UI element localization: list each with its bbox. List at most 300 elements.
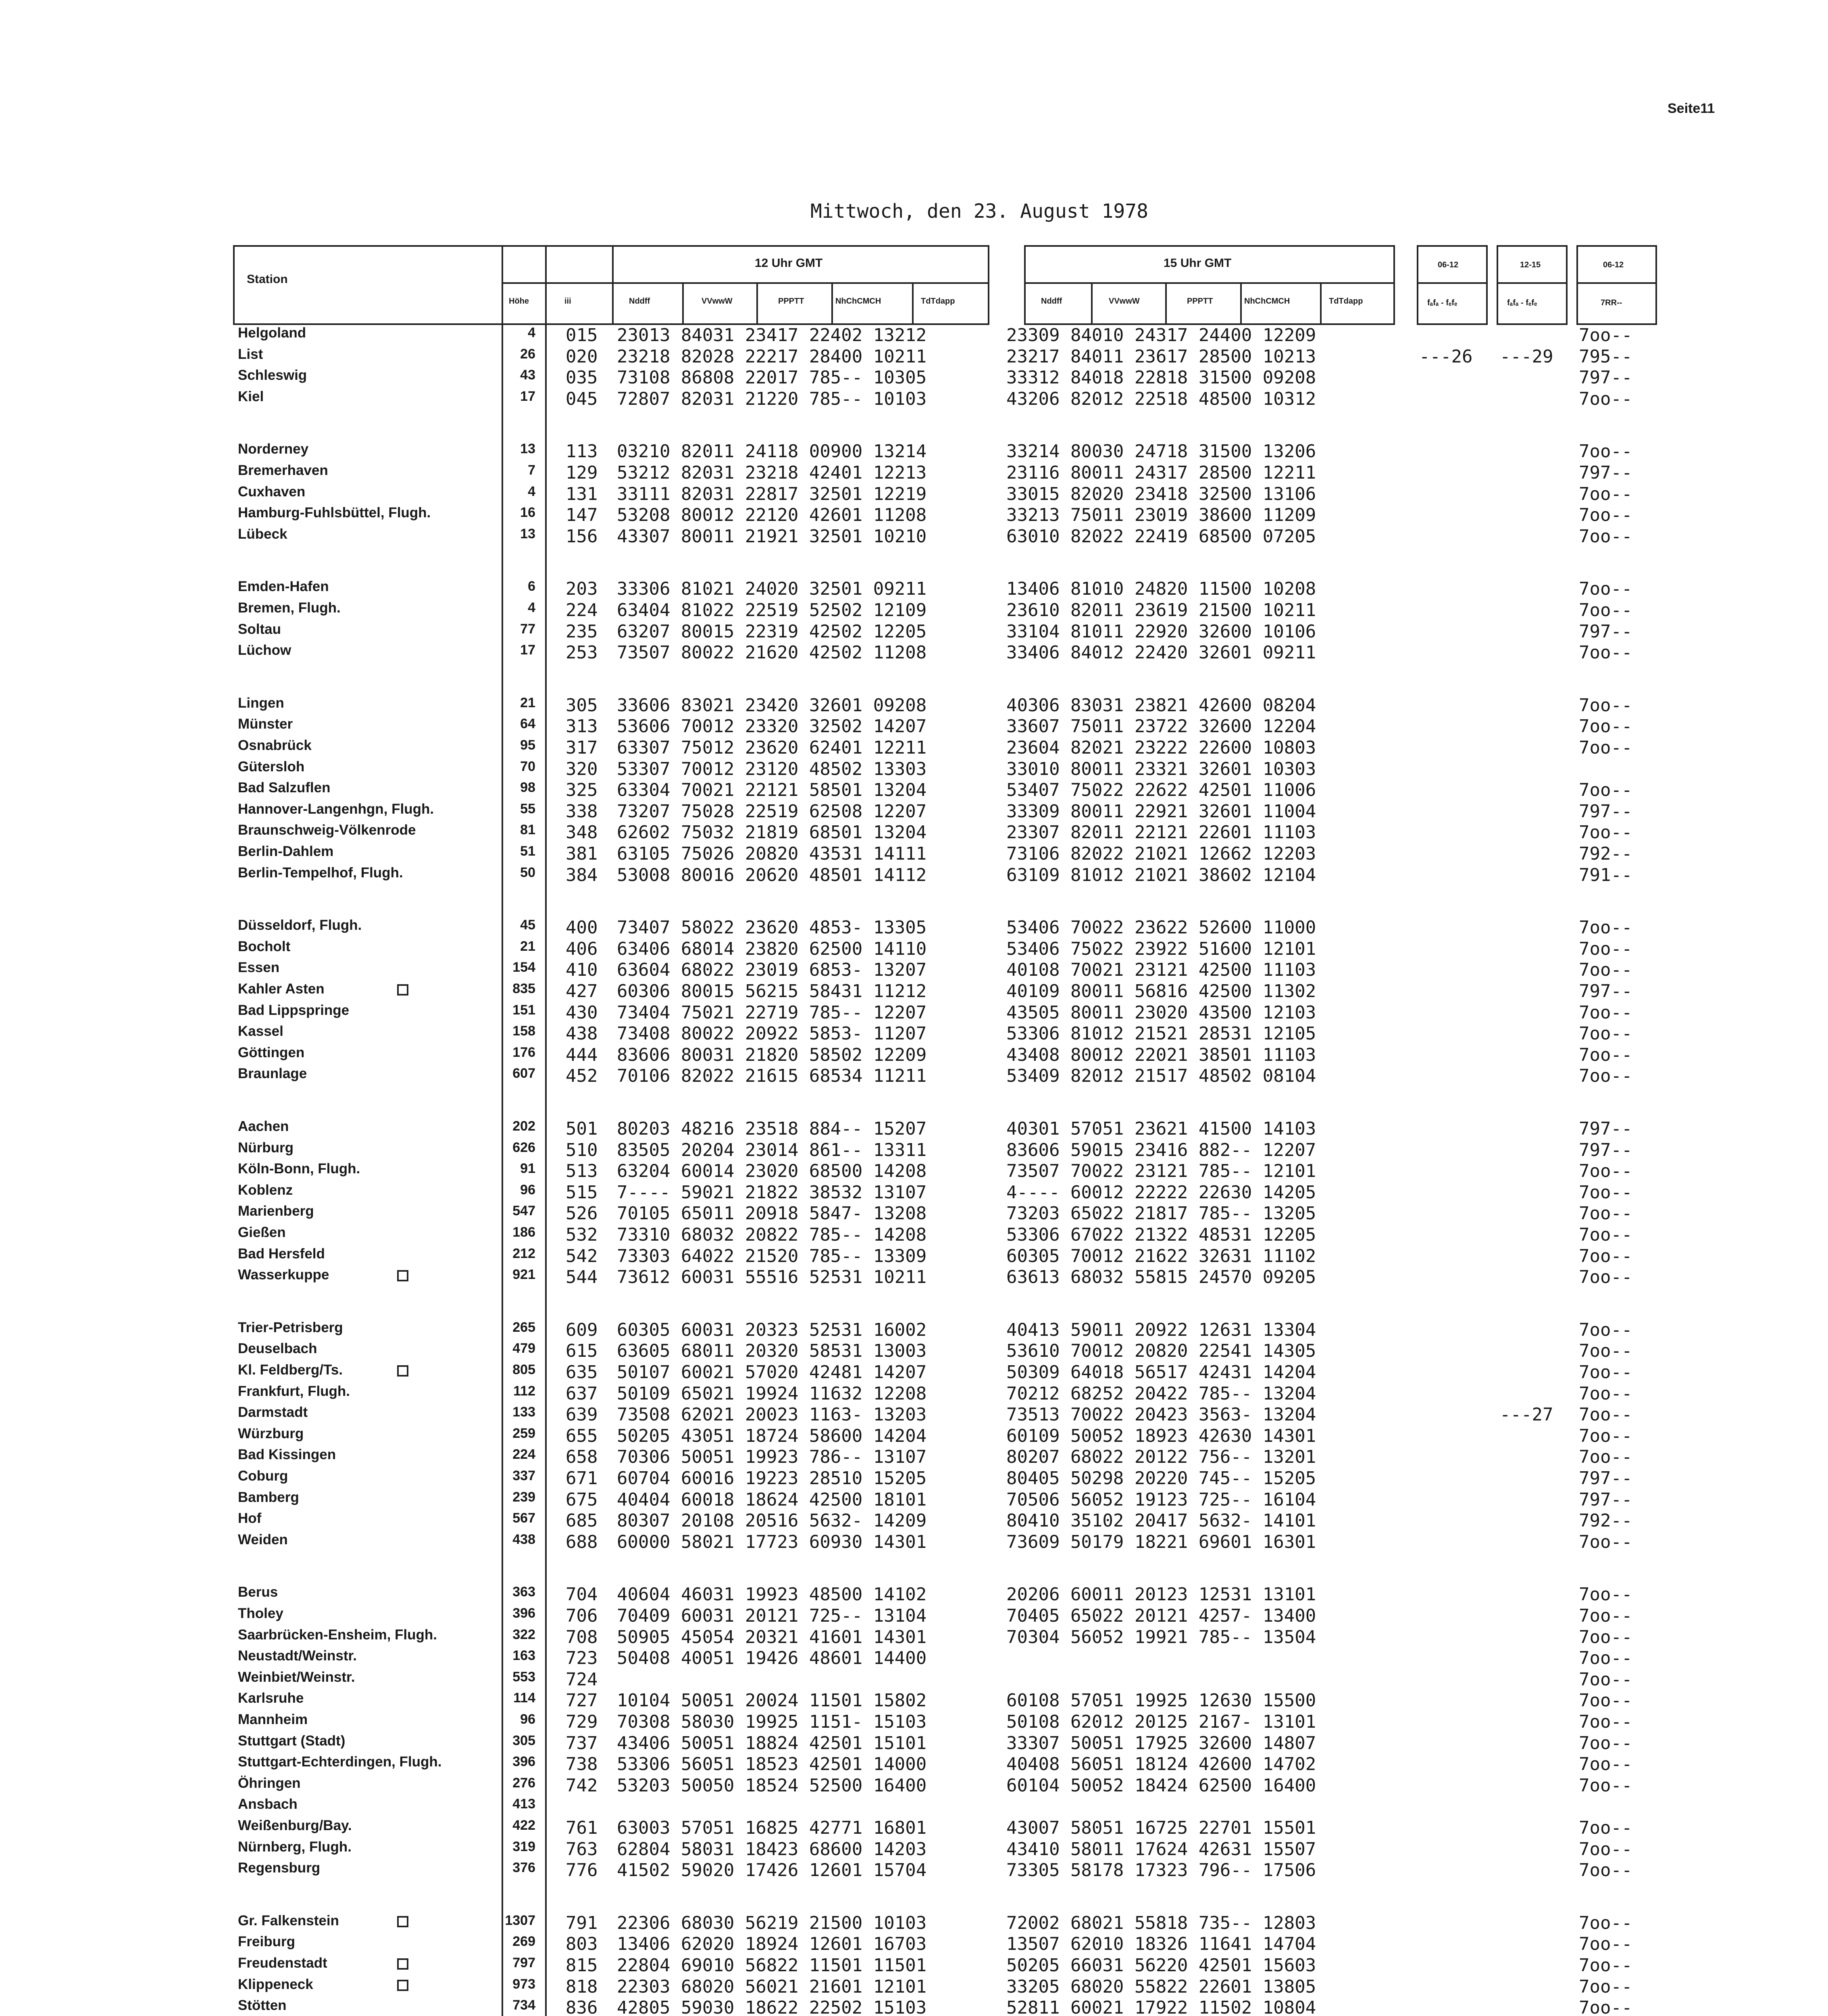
obs-15-data: 23217 84011 23617 28500 10213 [1006,346,1316,367]
obs-12-group: 430 [566,1002,598,1023]
header-period-2: 12-15 [1520,260,1541,269]
station-height: 21 [520,695,535,710]
station-height: 50 [520,865,535,880]
obs-12-group: 688 [566,1532,598,1552]
value-precip: 7oo-- [1579,1362,1632,1383]
obs-12-data: 50408 40051 19426 48601 14400 [617,1648,927,1668]
hdr-rule [1576,282,1657,284]
obs-12-group: 113 [566,441,598,462]
hdr-sep [682,282,684,325]
station-height: 163 [512,1648,535,1663]
obs-15-data: 43206 82012 22518 48500 10312 [1006,389,1316,409]
header-iii-box [545,245,614,325]
obs-12-data: 70409 60031 20121 725-- 13104 [617,1606,927,1626]
station-name-text: Helgoland [238,325,306,341]
station-name [238,1362,504,1383]
value-precip: 7oo-- [1579,1447,1632,1467]
obs-12-group: 763 [566,1839,598,1860]
station-height: 4 [528,325,535,340]
station-name [238,642,504,663]
obs-12-group: 156 [566,526,598,547]
station-name-text: Berlin-Tempelhof, Flugh. [238,865,403,881]
obs-12-group: 544 [566,1267,598,1287]
obs-15-data: 60109 50052 18923 42630 14301 [1006,1426,1316,1446]
station-height: 396 [512,1606,535,1621]
value-precip: 7oo-- [1579,1320,1632,1340]
station-height: 16 [520,505,535,520]
obs-12-data: 53008 80016 20620 48501 14112 [617,865,927,885]
station-name-text: Gr. Falkenstein [238,1913,339,1929]
obs-12-data: 33306 81021 24020 32501 09211 [617,579,927,599]
station-height: 51 [520,843,535,859]
obs-12-data: 70308 58030 19925 1151- 15103 [617,1712,927,1732]
obs-15-data: 33312 84018 22818 31500 09208 [1006,367,1316,388]
station-height: 319 [512,1839,535,1854]
value-precip: 7oo-- [1579,1426,1632,1446]
value-precip: 7oo-- [1579,1955,1632,1976]
obs-12-data: 73303 64022 21520 785-- 13309 [617,1246,927,1266]
station-name [238,1320,504,1341]
value-precip: 797-- [1579,1468,1632,1489]
station-name [238,600,504,621]
col-td-12: TdTdapp [921,297,955,306]
obs-12-group: 685 [566,1510,598,1531]
obs-12-data: 80307 20108 20516 5632- 14209 [617,1510,927,1531]
header-hoehe: Höhe [509,297,529,306]
obs-15-data: 33214 80030 24718 31500 13206 [1006,441,1316,462]
station-name-text: Darmstadt [238,1404,308,1420]
obs-15-data: 43505 80011 23020 43500 12103 [1006,1002,1316,1023]
obs-15-data: 33309 80011 22921 32601 11004 [1006,801,1316,822]
station-name [238,1341,504,1362]
station-name-text: Tholey [238,1606,283,1621]
station-name-text: Osnabrück [238,737,312,753]
station-name-text: Bad Salzuflen [238,780,331,796]
obs-12-data: 73507 80022 21620 42502 11208 [617,642,927,663]
station-name-text: Karlsruhe [238,1690,304,1706]
value-precip: 7oo-- [1579,484,1632,504]
station-name-text: Wasserkuppe [238,1267,329,1283]
obs-12-group: 224 [566,600,598,621]
value-precip: 7oo-- [1579,1648,1632,1668]
obs-15-data: 20206 60011 20123 12531 13101 [1006,1584,1316,1605]
station-name-text: Schleswig [238,367,307,383]
station-height: 13 [520,441,535,456]
obs-12-group: 325 [566,780,598,800]
station-name [238,1447,504,1468]
header-period-1: 06-12 [1438,260,1459,269]
obs-12-data: 23218 82028 22217 28400 10211 [617,346,927,367]
station-name-text: Cuxhaven [238,484,306,500]
value-precip: 797-- [1579,1118,1632,1139]
obs-12-data: 7---- 59021 21822 38532 13107 [617,1182,927,1203]
obs-12-group: 727 [566,1690,598,1711]
obs-12-data: 63406 68014 23820 62500 14110 [617,939,927,959]
station-name-text: Neustadt/Weinstr. [238,1648,357,1664]
col-ppptt-12: PPPTT [778,297,804,306]
obs-12-data: 41502 59020 17426 12601 15704 [617,1860,927,1881]
value-precip: 7oo-- [1579,600,1632,621]
obs-12-data: 22804 69010 56822 11501 11501 [617,1955,927,1976]
obs-12-data: 42805 59030 18622 22502 15103 [617,1997,927,2016]
station-name-text: Freudenstadt [238,1955,327,1971]
obs-12-group: 836 [566,1997,598,2016]
value-precip: 7oo-- [1579,780,1632,800]
obs-12-group: 501 [566,1118,598,1139]
obs-12-data: 50107 60021 57020 42481 14207 [617,1362,927,1383]
obs-12-group: 723 [566,1648,598,1668]
obs-15-data: 60104 50052 18424 62500 16400 [1006,1775,1316,1796]
station-name [238,716,504,737]
station-name [238,1712,504,1733]
page-title: Mittwoch, den 23. August 1978 [810,200,1149,223]
station-height: 96 [520,1712,535,1727]
obs-15-data: 23309 84010 24317 24400 12209 [1006,325,1316,346]
obs-12-group: 671 [566,1468,598,1489]
station-name-text: Stötten [238,1997,287,2013]
station-name-text: Norderney [238,441,309,457]
station-name-text: Bamberg [238,1489,299,1505]
station-name [238,579,504,600]
station-height: 21 [520,939,535,954]
station-height: 973 [512,1976,535,1992]
obs-15-data: 40301 57051 23621 41500 14103 [1006,1118,1316,1139]
station-name-text: Kahler Asten [238,981,325,997]
obs-12-group: 737 [566,1733,598,1754]
col-td-15: TdTdapp [1329,297,1363,306]
obs-15-data: 33406 84012 22420 32601 09211 [1006,642,1316,663]
station-height: 269 [512,1934,535,1949]
obs-12-data: 43307 80011 21921 32501 10210 [617,526,927,547]
station-name-text: Öhringen [238,1775,301,1791]
station-height: 43 [520,367,535,383]
station-name [238,1997,504,2016]
station-name [238,1839,504,1860]
header-sub-2: fₐfₐ - fₑfₑ [1507,298,1537,307]
obs-12-data: 50905 45054 20321 41601 14301 [617,1627,927,1647]
value-precip: 7oo-- [1579,1532,1632,1552]
col-vvwww-15: VVwwW [1109,297,1140,306]
obs-12-group: 131 [566,484,598,504]
obs-12-group: 513 [566,1161,598,1181]
obs-12-group: 400 [566,917,598,938]
station-name [238,737,504,758]
station-name [238,1066,504,1087]
station-height: 6 [528,579,535,594]
obs-12-group: 253 [566,642,598,663]
value-precip: 7oo-- [1579,917,1632,938]
value-precip: 7oo-- [1579,1584,1632,1605]
page-number: Seite11 [1668,101,1715,116]
station-name [238,505,504,526]
station-height: 7 [528,462,535,478]
value-precip: 7oo-- [1579,1341,1632,1361]
station-name-text: Berlin-Dahlem [238,843,334,859]
obs-12-group: 313 [566,716,598,737]
value-precip: 7oo-- [1579,1839,1632,1860]
station-name-text: Lingen [238,695,284,711]
station-height: 154 [512,960,535,975]
obs-12-group: 761 [566,1818,598,1838]
obs-12-data: 63207 80015 22319 42502 12205 [617,621,927,642]
station-name-text: Lübeck [238,526,287,542]
header-hoehe-box [502,245,547,325]
obs-15-data: 43408 80012 22021 38501 11103 [1006,1045,1316,1065]
station-height: 438 [512,1532,535,1547]
col-nddff-12: Nddff [629,297,650,306]
obs-12-data: 72807 82031 21220 785-- 10103 [617,389,927,409]
station-name-text: Gießen [238,1225,286,1240]
obs-15-data: 40108 70021 23121 42500 11103 [1006,960,1316,980]
obs-15-data: 73609 50179 18221 69601 16301 [1006,1532,1316,1552]
station-name [238,1860,504,1881]
station-name-text: Stuttgart (Stadt) [238,1733,346,1749]
station-height: 547 [512,1203,535,1218]
value-precip: 7oo-- [1579,960,1632,980]
station-name [238,1140,504,1161]
obs-12-group: 639 [566,1404,598,1425]
obs-12-group: 742 [566,1775,598,1796]
obs-12-data: 10104 50051 20024 11501 15802 [617,1690,927,1711]
obs-12-data: 73207 75028 22519 62508 12207 [617,801,927,822]
station-height: 835 [512,981,535,996]
table-rule [545,325,547,2016]
col-clouds-12: NhChCMCH [835,297,881,306]
obs-12-group: 427 [566,981,598,1002]
hdr-rule [502,282,614,284]
station-height: 363 [512,1584,535,1599]
station-name [238,695,504,716]
station-name-text: Soltau [238,621,281,637]
value-precip: 7oo-- [1579,1066,1632,1086]
station-name [238,1002,504,1023]
obs-15-data: 73203 65022 21817 785-- 13205 [1006,1203,1316,1224]
obs-12-data: 60704 60016 19223 28510 15205 [617,1468,927,1489]
obs-15-data: 40413 59011 20922 12631 13304 [1006,1320,1316,1340]
value-precip: 797-- [1579,801,1632,822]
obs-15-data: 70506 56052 19123 725-- 16104 [1006,1489,1316,1510]
station-name-text: Stuttgart-Echterdingen, Flugh. [238,1754,442,1770]
station-height: 479 [512,1341,535,1356]
value-precip: 791-- [1579,865,1632,885]
station-name [238,1690,504,1711]
value-precip: 7oo-- [1579,441,1632,462]
obs-12-group: 738 [566,1754,598,1774]
station-name-text: Weinbiet/Weinstr. [238,1669,355,1685]
obs-15-data: 70212 68252 20422 785-- 13204 [1006,1383,1316,1404]
obs-12-group: 609 [566,1320,598,1340]
station-height: 77 [520,621,535,637]
obs-15-data: 73507 70022 23121 785-- 12101 [1006,1161,1316,1181]
obs-12-data: 73108 86808 22017 785-- 10305 [617,367,927,388]
obs-15-data: 53409 82012 21517 48502 08104 [1006,1066,1316,1086]
obs-15-data: 73513 70022 20423 3563- 13204 [1006,1404,1316,1425]
obs-15-data: 40306 83031 23821 42600 08204 [1006,695,1316,716]
station-name-text: Bad Hersfeld [238,1246,325,1262]
station-name [238,1225,504,1245]
station-height: 805 [512,1362,535,1377]
hdr-sep [756,282,758,325]
obs-12-group: 706 [566,1606,598,1626]
value-precip: 7oo-- [1579,1627,1632,1647]
station-name-text: Kl. Feldberg/Ts. [238,1362,343,1378]
obs-15-data: 80405 50298 20220 745-- 15205 [1006,1468,1316,1489]
value-precip: 797-- [1579,621,1632,642]
header-station: Station [247,273,288,286]
obs-15-data: 40408 56051 18124 42600 14702 [1006,1754,1316,1774]
station-name-text: Frankfurt, Flugh. [238,1383,350,1399]
obs-15-data: 23116 80011 24317 28500 12211 [1006,462,1316,483]
value-precip: 795-- [1579,346,1632,367]
value-precip: 7oo-- [1579,389,1632,409]
value-precip: 797-- [1579,1140,1632,1160]
obs-12-group: 444 [566,1045,598,1065]
station-name-text: Klippeneck [238,1976,313,1992]
open-square-icon [397,1270,408,1281]
value-precip: 7oo-- [1579,939,1632,959]
station-height: 396 [512,1754,535,1769]
station-height: 413 [512,1796,535,1812]
station-name [238,939,504,960]
value-precip: 7oo-- [1579,1913,1632,1933]
obs-12-group: 526 [566,1203,598,1224]
station-height: 64 [520,716,535,731]
obs-15-data: 73305 58178 17323 796-- 17506 [1006,1860,1316,1881]
value-precip: 7oo-- [1579,1225,1632,1245]
obs-12-group: 815 [566,1955,598,1976]
obs-12-group: 045 [566,389,598,409]
obs-12-data: 53307 70012 23120 48502 13303 [617,759,927,779]
station-name [238,526,504,547]
col-clouds-15: NhChCMCH [1244,297,1290,306]
obs-12-data: 40604 46031 19923 48500 14102 [617,1584,927,1605]
value-precip: 7oo-- [1579,1860,1632,1881]
value-precip: 7oo-- [1579,642,1632,663]
station-height: 305 [512,1733,535,1748]
obs-12-data: 70105 65011 20918 5847- 13208 [617,1203,927,1224]
obs-15-data: 53610 70012 20820 22541 14305 [1006,1341,1316,1361]
station-height: 96 [520,1182,535,1198]
station-name [238,1045,504,1066]
station-name-text: Braunschweig-Völkenrode [238,822,416,838]
open-square-icon [397,1980,408,1991]
station-height: 95 [520,737,535,753]
value-precip: 792-- [1579,1510,1632,1531]
obs-15-data: 53306 81012 21521 28531 12105 [1006,1023,1316,1044]
obs-12-data: 60305 60031 20323 52531 16002 [617,1320,927,1340]
station-name-text: Hamburg-Fuhlsbüttel, Flugh. [238,505,431,521]
obs-12-group: 406 [566,939,598,959]
station-height: 81 [520,822,535,837]
station-name-text: Kiel [238,389,264,404]
obs-15-data: 33104 81011 22920 32600 10106 [1006,621,1316,642]
station-name-text: Münster [238,716,293,732]
station-name [238,1955,504,1976]
value-precip: 797-- [1579,462,1632,483]
value-precip: 7oo-- [1579,822,1632,843]
obs-15-data: 50309 64018 56517 42431 14204 [1006,1362,1316,1383]
obs-15-data: 33015 82020 23418 32500 13106 [1006,484,1316,504]
station-name [238,389,504,410]
value-precip: 797-- [1579,981,1632,1002]
station-name-text: Kassel [238,1023,283,1039]
header-12-uhr: 12 Uhr GMT [755,256,823,270]
obs-15-data: 70405 65022 20121 4257- 13400 [1006,1606,1316,1626]
header-15-uhr: 15 Uhr GMT [1164,256,1232,270]
obs-12-data: 73407 58022 23620 4853- 13305 [617,917,927,938]
obs-12-group: 729 [566,1712,598,1732]
value-precip: 7oo-- [1579,1690,1632,1711]
station-height: 422 [512,1818,535,1833]
station-height: 114 [513,1690,535,1706]
station-name [238,1468,504,1489]
obs-12-data: 83606 80031 21820 58502 12209 [617,1045,927,1065]
obs-12-data: 73310 68032 20822 785-- 14208 [617,1225,927,1245]
station-height: 212 [512,1246,535,1261]
value-precip: 7oo-- [1579,1161,1632,1181]
hdr-sep [1091,282,1093,325]
station-name [238,1383,504,1404]
value-precip: 7oo-- [1579,526,1632,547]
obs-12-data: 50205 43051 18724 58600 14204 [617,1426,927,1446]
value-precip: 7oo-- [1579,1934,1632,1954]
obs-12-data: 63404 81022 22519 52502 12109 [617,600,927,621]
station-name [238,441,504,462]
station-name-text: Bremen, Flugh. [238,600,341,616]
obs-12-group: 803 [566,1934,598,1954]
obs-12-data: 22303 68020 56021 21601 12101 [617,1976,927,1997]
value-precip: 7oo-- [1579,1818,1632,1838]
hdr-rule [1497,282,1568,284]
value-precip: 7oo-- [1579,1246,1632,1266]
station-height: 13 [520,526,535,541]
obs-15-data: 50108 62012 20125 2167- 13101 [1006,1712,1316,1732]
obs-12-data: 60306 80015 56215 58431 11212 [617,981,927,1002]
obs-12-group: 658 [566,1447,598,1467]
station-height: 186 [512,1225,535,1240]
station-name-text: Saarbrücken-Ensheim, Flugh. [238,1627,437,1643]
obs-12-data: 53212 82031 23218 42401 12213 [617,462,927,483]
obs-15-data: 43007 58051 16725 22701 15501 [1006,1818,1316,1838]
obs-12-group: 542 [566,1246,598,1266]
obs-12-group: 129 [566,462,598,483]
value-precip: 7oo-- [1579,1383,1632,1404]
obs-12-group: 708 [566,1627,598,1647]
station-name [238,1584,504,1605]
obs-12-group: 020 [566,346,598,367]
obs-12-data: 43406 50051 18824 42501 15101 [617,1733,927,1754]
header-p1-box [1417,245,1488,325]
value-precip: 7oo-- [1579,1775,1632,1796]
station-height: 176 [512,1045,535,1060]
obs-12-data: 73408 80022 20922 5853- 11207 [617,1023,927,1044]
station-name [238,1669,504,1690]
obs-12-data: 63105 75026 20820 43531 14111 [617,843,927,864]
obs-12-group: 147 [566,505,598,525]
station-name-text: Trier-Petrisberg [238,1320,343,1335]
station-name [238,1246,504,1267]
header-period-3: 06-12 [1603,260,1624,269]
station-height: 567 [512,1510,535,1526]
station-name-text: Emden-Hafen [238,579,329,594]
station-name [238,960,504,981]
obs-15-data: 33010 80011 23321 32601 10303 [1006,759,1316,779]
value-precip: 7oo-- [1579,1997,1632,2016]
obs-15-data: 63109 81012 21021 38602 12104 [1006,865,1316,885]
station-name [238,1606,504,1627]
header-sub-3: 7RR-- [1601,298,1622,307]
station-name-text: Hannover-Langenhgn, Flugh. [238,801,434,817]
